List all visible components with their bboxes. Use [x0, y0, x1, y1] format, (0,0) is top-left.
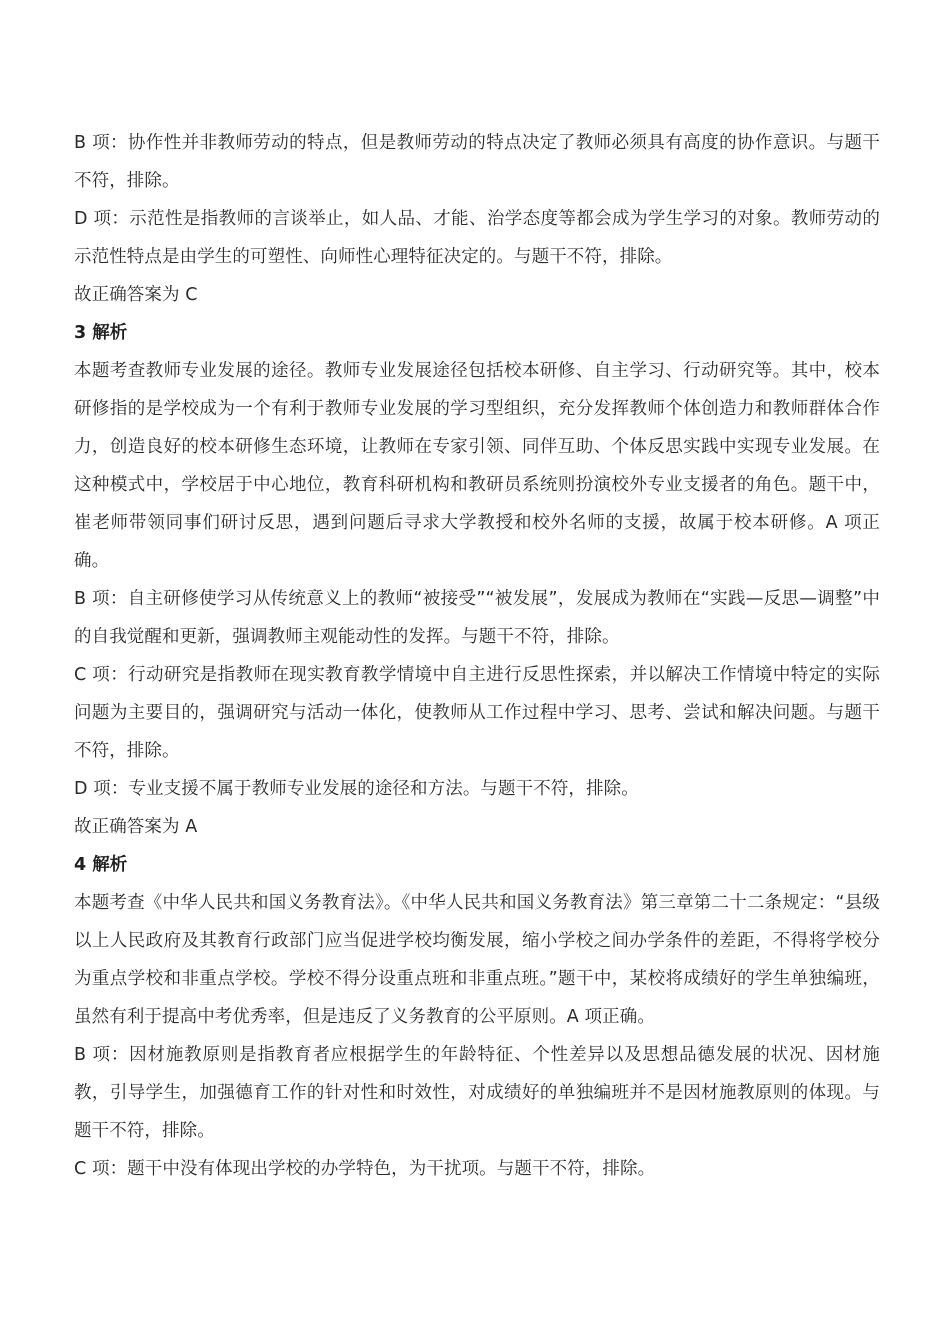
- paragraph-q3-intro: 本题考查教师专业发展的途径。教师专业发展途径包括校本研修、自主学习、行动研究等。其中，校本研修指的是学校成为一个有利于教师专业发展的学习型组织，充分发挥教师个体创造力和教师群体合作力，创造良好的校本研修生态环境，让教师在专家引领、同伴互助、个体反思实践中实现专业发展。在这种模式中，学校居于中心地位，教育科研机构和教研员系统则扮演校外专业支援者的角色。题干中，崔老师带领同事们研讨反思，遇到问题后寻求大学教授和校外名师的支援，故属于校本研修。A 项正确。: [74, 361, 880, 571]
- paragraph-b-option-q3: B 项：自主研修使学习从传统意义上的教师“被接受”“被发展”，发展成为教师在“实践—反思—调整”中的自我觉醒和更新，强调教师主观能动性的发挥。与题干不符，排除。: [74, 589, 880, 647]
- heading-q3-analysis: 3 解析: [74, 323, 128, 343]
- paragraph-d-option-q2: D 项：示范性是指教师的言谈举止，如人品、才能、治学态度等都会成为学生学习的对象。教师劳动的示范性特点是由学生的可塑性、向师性心理特征决定的。与题干不符，排除。: [74, 209, 880, 267]
- paragraph-b-option-q4: B 项：因材施教原则是指教育者应根据学生的年龄特征、个性差异以及思想品德发展的状况、因材施教，引导学生，加强德育工作的针对性和时效性，对成绩好的单独编班并不是因材施教原则的体现。与题干不符，排除。: [74, 1045, 880, 1141]
- document-body: [74, 124, 880, 1188]
- answer-q2: 故正确答案为 C: [74, 285, 198, 305]
- paragraph-q4-intro: 本题考查《中华人民共和国义务教育法》。《中华人民共和国义务教育法》第三章第二十二条规定：“县级以上人民政府及其教育行政部门应当促进学校均衡发展，缩小学校之间办学条件的差距，不得将学校分为重点学校和非重点学校。学校不得分设重点班和非重点班。”题干中，某校将成绩好的学生单独编班，虽然有利于提高中考优秀率，但是违反了义务教育的公平原则。A 项正确。: [74, 893, 880, 1027]
- paragraph-c-option-q4: C 项：题干中没有体现出学校的办学特色，为干扰项。与题干不符，排除。: [74, 1159, 656, 1179]
- paragraph-d-option-q3: D 项：专业支援不属于教师专业发展的途径和方法。与题干不符，排除。: [74, 779, 639, 799]
- paragraph-c-option-q3: C 项：行动研究是指教师在现实教育教学情境中自主进行反思性探索，并以解决工作情境中特定的实际问题为主要目的，强调研究与活动一体化，使教师从工作过程中学习、思考、尝试和解决问题。与题干不符，排除。: [74, 665, 880, 761]
- heading-q4-analysis: 4 解析: [74, 855, 128, 875]
- paragraph-b-option-q2: B 项：协作性并非教师劳动的特点，但是教师劳动的特点决定了教师必须具有高度的协作意识。与题干不符，排除。: [74, 133, 880, 191]
- answer-q3: 故正确答案为 A: [74, 817, 198, 837]
